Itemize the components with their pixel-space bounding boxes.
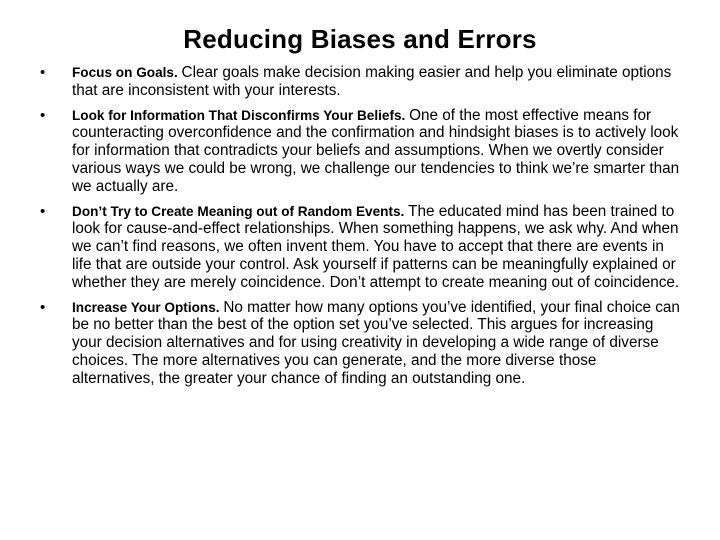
bullet-body: No matter how many options you’ve identified, your final choice can be no better than the best of the option set you’ve selected. This argues for increasing your decision alternatives and for using creativity in developing a wide range of diverse choices. The more alternatives you can generate, and the more diverse those alternatives, the greater your chance of finding an outstanding one. <box>72 298 680 387</box>
slide-title: Reducing Biases and Errors <box>183 24 537 54</box>
bullet-icon: • <box>40 106 46 124</box>
bullet-heading: Look for Information That Disconfirms Your Beliefs. <box>72 107 410 123</box>
bullet-heading: Increase Your Options. <box>72 299 224 315</box>
bullet-heading: Focus on Goals. <box>72 65 182 80</box>
bullet-heading: Don’t Try to Create Meaning out of Random Events. <box>72 203 409 219</box>
bullet-item-random-events <box>40 203 680 292</box>
bullet-item-increase-options <box>40 299 680 388</box>
bullet-list <box>40 64 680 395</box>
bullet-icon: • <box>40 202 46 220</box>
bullet-body: One of the most effective means for counteracting overconfidence and the confirmation and hindsight biases is to actively look for information that contradicts your beliefs and assumptions. When we overtly consider various ways we could be wrong, we challenge our tendencies to think we’re smarter than we actually are. <box>72 106 680 195</box>
bullet-icon: • <box>40 64 46 81</box>
bullet-icon: • <box>40 298 46 316</box>
bullet-body: The educated mind has been trained to look for cause-and-effect relationships. When something happens, we ask why. And when we can’t find reasons, we often invent them. You have to accept that there are events in life that are outside your control. Ask yourself if patterns can be meaningfully explained or whether they are merely coincidence. Don’t attempt to create meaning out of coincidence. <box>72 202 680 291</box>
bullet-item-disconfirm-beliefs <box>40 107 680 196</box>
bullet-body: Clear goals make decision making easier and help you eliminate options that are inconsistent with your interests. <box>72 64 672 99</box>
bullet-item-focus-on-goals <box>40 64 680 100</box>
